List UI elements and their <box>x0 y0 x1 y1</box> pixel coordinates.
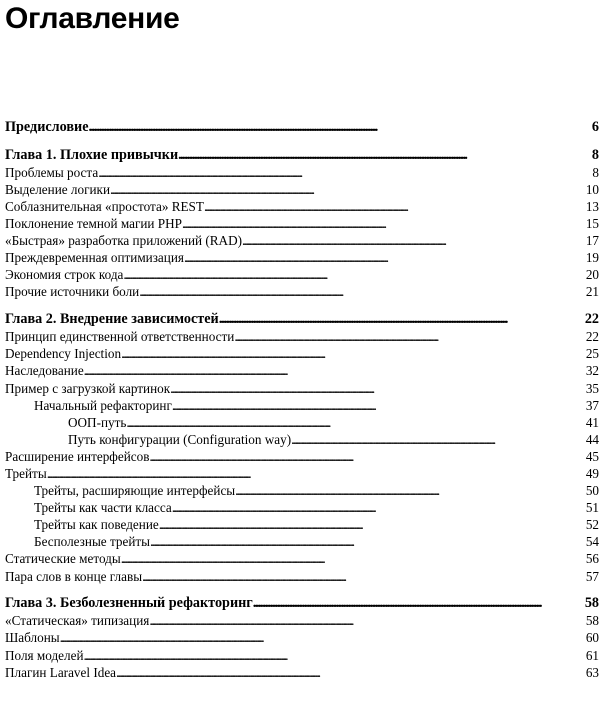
dot-leader <box>149 448 585 465</box>
dot-leader <box>242 232 586 249</box>
toc-entry <box>5 397 599 414</box>
toc-entry-title: Трейты, расширяющие интерфейсы <box>34 483 236 499</box>
toc-entry <box>5 232 599 249</box>
toc-page-number: 41 <box>585 414 599 430</box>
toc-entry-title: Выделение логики <box>5 181 111 197</box>
toc-page-number: 56 <box>585 551 599 567</box>
toc-entry-title: Прочие источники боли <box>5 284 140 300</box>
dot-leader <box>98 164 591 181</box>
toc-entry <box>5 249 599 266</box>
toc-page-number: 60 <box>585 630 599 646</box>
dot-leader <box>126 414 585 431</box>
toc-page-number: 25 <box>585 346 599 362</box>
toc-page-number: 19 <box>585 250 599 266</box>
toc-chapter-entry <box>5 119 599 136</box>
toc-entry <box>5 465 599 482</box>
toc-entry <box>5 612 599 629</box>
toc-page-number: 35 <box>585 380 599 396</box>
toc-entry-title: Наследование <box>5 363 84 379</box>
toc-page-number: 20 <box>585 267 599 283</box>
toc-entry-title: Преждевременная оптимизация <box>5 250 184 266</box>
dot-leader <box>172 499 586 516</box>
toc-entry <box>5 516 599 533</box>
toc-entry-title: Бесполезные трейты <box>34 534 151 550</box>
toc-page-number: 52 <box>585 517 599 533</box>
toc-entry <box>5 362 599 379</box>
toc-entry-title: Трейты как части класса <box>34 500 172 516</box>
toc-entry <box>5 431 599 448</box>
dot-leader <box>178 147 591 164</box>
toc-page-number: 37 <box>585 397 599 413</box>
toc-entry-title: Глава 3. Безболезненный рефакторинг <box>5 595 253 612</box>
dot-leader <box>84 647 586 664</box>
toc-page-number: 49 <box>585 465 599 481</box>
page-title: Оглавление <box>5 2 180 35</box>
toc-page-number: 61 <box>585 647 599 663</box>
toc-page-number: 15 <box>585 216 599 232</box>
toc-page-number: 13 <box>585 198 599 214</box>
toc-entry-title: Поля моделей <box>5 647 84 663</box>
toc-entry <box>5 181 599 198</box>
dot-leader <box>150 533 586 550</box>
toc-entry <box>5 198 599 215</box>
dot-leader <box>121 550 586 567</box>
dot-leader <box>60 629 586 646</box>
toc-page-number: 58 <box>585 613 599 629</box>
toc-entry-title: Соблазнительная «простота» REST <box>5 198 204 214</box>
toc-chapter-entry <box>5 311 599 328</box>
toc-page-number: 63 <box>585 664 599 680</box>
toc-entry-title: «Быстрая» разработка приложений (RAD) <box>5 233 243 249</box>
toc-entry-title: ООП-путь <box>68 414 127 430</box>
toc-page-number: 51 <box>585 500 599 516</box>
toc-entry <box>5 550 599 567</box>
toc-entry <box>5 328 599 345</box>
toc-page-number: 50 <box>585 483 599 499</box>
toc-chapter-entry <box>5 595 599 612</box>
toc-entry-title: Начальный рефакторинг <box>34 397 172 413</box>
dot-leader <box>142 568 586 585</box>
dot-leader <box>159 516 586 533</box>
toc-page-number: 57 <box>585 568 599 584</box>
toc-entry <box>5 283 599 300</box>
toc-entry-title: Плагин Laravel Idea <box>5 664 117 680</box>
toc-entry-title: Трейты как поведение <box>34 517 159 533</box>
dot-leader <box>139 283 586 300</box>
toc-entry <box>5 414 599 431</box>
toc-entry-title: Путь конфигурации (Configuration way) <box>68 431 292 447</box>
toc-entry-title: Dependency Injection <box>5 346 122 362</box>
dot-leader <box>116 664 586 681</box>
toc-entry-title: Трейты <box>5 465 47 481</box>
toc-page-number: 58 <box>584 595 599 612</box>
dot-leader <box>234 328 585 345</box>
toc-entry-title: Проблемы роста <box>5 164 99 180</box>
toc-page-number: 17 <box>585 233 599 249</box>
toc-entry <box>5 345 599 362</box>
toc-entry <box>5 215 599 232</box>
toc-entry <box>5 482 599 499</box>
toc-entry-title: Пример с загрузкой картинок <box>5 380 171 396</box>
toc-page-number: 44 <box>585 431 599 447</box>
toc-entry-title: Статические методы <box>5 551 121 567</box>
toc-page-number: 45 <box>585 448 599 464</box>
toc-entry <box>5 164 599 181</box>
toc-page-number: 32 <box>585 363 599 379</box>
dot-leader <box>253 595 585 612</box>
dot-leader <box>172 397 586 414</box>
toc-page-number: 6 <box>591 119 599 135</box>
dot-leader <box>149 612 585 629</box>
dot-leader <box>89 119 591 136</box>
dot-leader <box>184 249 586 266</box>
toc-entry-title: Экономия строк кода <box>5 267 124 283</box>
table-of-contents <box>5 119 599 681</box>
toc-entry-title: Шаблоны <box>5 630 60 646</box>
toc-entry <box>5 568 599 585</box>
dot-leader <box>123 266 585 283</box>
dot-leader <box>204 198 586 215</box>
toc-entry <box>5 266 599 283</box>
toc-entry-title: Глава 1. Плохие привычки <box>5 146 179 163</box>
toc-entry-title: Пара слов в конце главы <box>5 568 143 584</box>
dot-leader <box>84 362 586 379</box>
toc-entry <box>5 664 599 681</box>
dot-leader <box>110 181 586 198</box>
dot-leader <box>291 431 586 448</box>
toc-chapter-entry <box>5 147 599 164</box>
dot-leader <box>47 465 586 482</box>
toc-entry-title: Предисловие <box>5 119 89 135</box>
toc-entry-title: Поклонение темной магии PHP <box>5 216 182 232</box>
toc-page-number: 54 <box>585 534 599 550</box>
dot-leader <box>219 311 585 328</box>
toc-entry-title: Глава 2. Внедрение зависимостей <box>5 311 219 328</box>
toc-page-number: 22 <box>584 311 599 328</box>
dot-leader <box>170 380 586 397</box>
toc-entry-title: Расширение интерфейсов <box>5 448 150 464</box>
toc-entry-title: Принцип единственной ответственности <box>5 329 235 345</box>
toc-entry <box>5 448 599 465</box>
toc-entry <box>5 533 599 550</box>
toc-page-number: 8 <box>592 164 599 180</box>
toc-entry-title: «Статическая» типизация <box>5 613 150 629</box>
toc-page-number: 21 <box>585 284 599 300</box>
dot-leader <box>235 482 586 499</box>
toc-page-number: 10 <box>585 181 599 197</box>
dot-leader <box>121 345 586 362</box>
toc-entry <box>5 647 599 664</box>
toc-entry <box>5 499 599 516</box>
toc-entry <box>5 629 599 646</box>
toc-page-number: 22 <box>585 329 599 345</box>
dot-leader <box>182 215 586 232</box>
toc-page-number: 8 <box>591 146 599 163</box>
toc-entry <box>5 380 599 397</box>
